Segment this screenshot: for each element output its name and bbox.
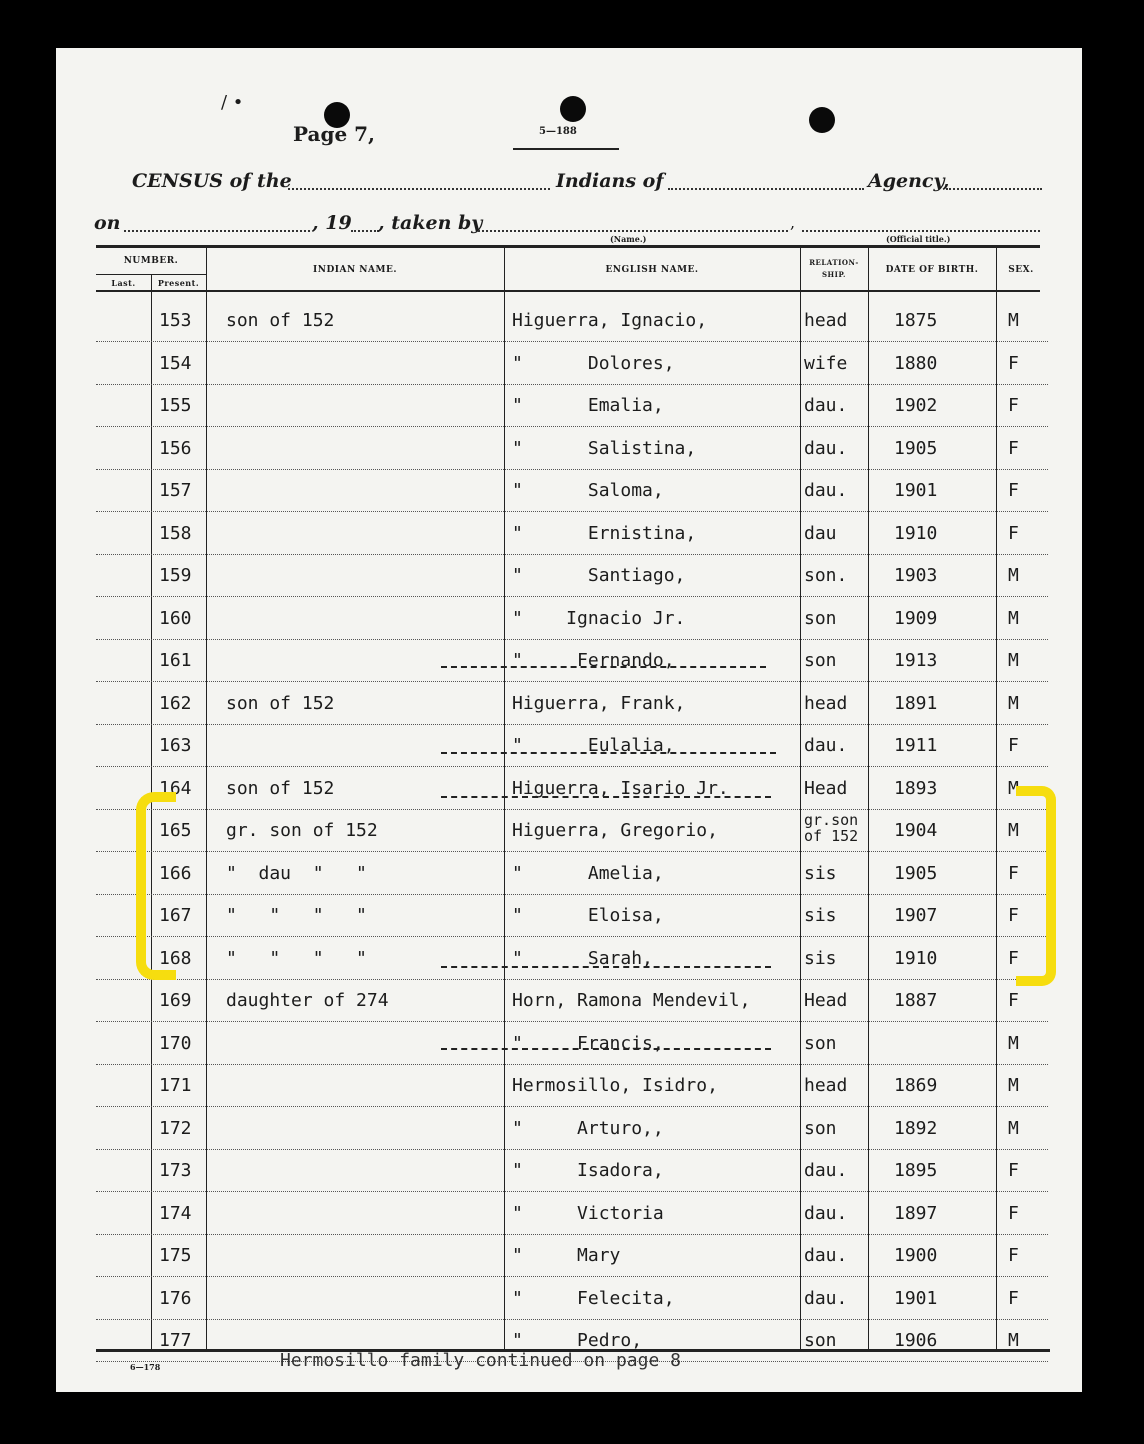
date-of-birth-cell: 1880 (894, 352, 938, 374)
relationship-cell: dau. (804, 735, 848, 756)
tribe-field (288, 188, 550, 190)
date-of-birth-cell: 1906 (894, 1330, 938, 1351)
sex-cell: M (1008, 820, 1019, 841)
col-number: NUMBER. (123, 256, 179, 266)
page-mark: / • (221, 92, 244, 113)
indian-name-cell: gr. son of 152 (226, 820, 378, 841)
table-row (56, 938, 1082, 981)
table-row (56, 810, 1082, 853)
table-header-rule (96, 290, 1040, 292)
punch-hole (809, 107, 835, 133)
comma: , (790, 213, 796, 232)
sex-cell: F (1008, 480, 1019, 501)
relationship-cell: wife (804, 352, 848, 374)
english-name-cell: " Fernando, (512, 650, 675, 671)
relationship-cell: sis (804, 905, 837, 926)
sex-cell: F (1008, 522, 1019, 544)
date-of-birth-cell: 1897 (894, 1202, 938, 1224)
date-of-birth-cell: 1905 (894, 437, 938, 459)
sex-cell: F (1008, 735, 1019, 756)
relationship-cell: sis (804, 862, 837, 884)
sex-cell: F (1008, 990, 1019, 1011)
table-row (56, 980, 1082, 1023)
table-top-rule (96, 245, 1040, 248)
table-row (56, 1023, 1082, 1066)
relationship-cell: head (804, 692, 848, 714)
official-title-caption: (Official title.) (886, 234, 951, 244)
table-row (56, 470, 1082, 513)
relationship-cell: head (804, 1075, 848, 1096)
english-name-cell: " Emalia, (512, 395, 664, 416)
relationship-cell: Head (804, 777, 848, 799)
relationship-cell: son (804, 607, 837, 629)
date-of-birth-cell: 1904 (894, 820, 938, 841)
table-row (56, 513, 1082, 556)
english-name-cell: Higuerra, Gregorio, (512, 820, 718, 841)
date-of-birth-cell: 1892 (894, 1117, 938, 1139)
highlight-bracket-right (1016, 786, 1056, 986)
indian-name-cell: son of 152 (226, 310, 335, 331)
col-sex: SEX. (1008, 265, 1034, 275)
relationship-cell: head (804, 310, 848, 331)
date-of-birth-cell: 1910 (894, 522, 938, 544)
row-number: 163 (159, 735, 192, 756)
form-code: 5—188 (539, 126, 577, 137)
english-name-cell: Horn, Ramona Mendevil, (512, 990, 751, 1011)
indian-name-cell: son of 152 (226, 692, 335, 714)
sex-cell: F (1008, 1245, 1019, 1266)
english-name-cell: " Sarah, (512, 947, 653, 969)
relationship-cell: dau. (804, 395, 848, 416)
date-of-birth-cell: 1913 (894, 650, 938, 671)
indian-name-cell: " " " " (226, 947, 367, 969)
sex-cell: F (1008, 352, 1019, 374)
row-number: 167 (159, 905, 192, 926)
table-row (56, 343, 1082, 386)
relationship-cell: son (804, 1330, 837, 1351)
relationship-cell: dau (804, 522, 837, 544)
row-number: 172 (159, 1117, 192, 1139)
date-of-birth-cell: 1900 (894, 1245, 938, 1266)
family-separator (441, 666, 766, 668)
date-of-birth-cell: 1895 (894, 1160, 938, 1181)
row-number: 173 (159, 1160, 192, 1181)
date-of-birth-cell: 1911 (894, 735, 938, 756)
relationship-cell: dau. (804, 480, 848, 501)
relationship-cell: son (804, 650, 837, 671)
family-separator (441, 966, 771, 968)
sex-cell: F (1008, 862, 1019, 884)
table-row (56, 895, 1082, 938)
row-number: 174 (159, 1202, 192, 1224)
census-page (56, 48, 1082, 1392)
row-number: 156 (159, 437, 192, 459)
english-name-cell: Higuerra, Ignacio, (512, 310, 708, 331)
english-name-cell: Higuerra, Isario Jr. (512, 777, 729, 799)
sex-cell: M (1008, 1330, 1019, 1351)
family-separator (441, 1048, 771, 1050)
indian-name-cell: " dau " " (226, 862, 367, 884)
row-number: 159 (159, 565, 192, 586)
sex-cell: M (1008, 650, 1019, 671)
english-name-cell: " Mary (512, 1245, 621, 1266)
table-row (56, 853, 1082, 896)
footer-note: Hermosillo family continued on page 8 (280, 1350, 681, 1371)
english-name-cell: " Francis, (512, 1032, 664, 1054)
taken-by-label: , taken by (378, 212, 483, 234)
table-row (56, 683, 1082, 726)
official-title-field (802, 230, 1040, 232)
date-of-birth-cell: 1869 (894, 1075, 938, 1096)
relationship-cell: dau. (804, 1160, 848, 1181)
name-caption: (Name.) (610, 234, 647, 244)
agency-label: Agency, (868, 170, 950, 192)
date-of-birth-cell: 1902 (894, 395, 938, 416)
sex-cell: F (1008, 1202, 1019, 1224)
col-english-name: ENGLISH NAME. (605, 265, 699, 275)
sex-cell: M (1008, 692, 1019, 714)
english-name-cell: Hermosillo, Isidro, (512, 1075, 718, 1096)
relationship-cell: dau. (804, 437, 848, 459)
table-row (56, 300, 1082, 343)
sex-cell: F (1008, 1287, 1019, 1309)
col-present: Present. (157, 278, 200, 288)
sex-cell: F (1008, 947, 1019, 969)
col-date-of-birth: DATE OF BIRTH. (885, 265, 979, 275)
date-of-birth-cell: 1910 (894, 947, 938, 969)
form-code-underline (513, 148, 619, 150)
row-number: 165 (159, 820, 192, 841)
table-row (56, 1108, 1082, 1151)
relationship-cell: dau. (804, 1202, 848, 1224)
date-of-birth-cell: 1901 (894, 480, 938, 501)
relationship-cell: son (804, 1117, 837, 1139)
table-row (56, 725, 1082, 768)
indian-name-cell: daughter of 274 (226, 990, 389, 1011)
highlight-bracket-left (136, 792, 176, 980)
table-row (56, 1150, 1082, 1193)
row-number: 153 (159, 310, 192, 331)
agency-field (668, 188, 864, 190)
date-of-birth-cell: 1905 (894, 862, 938, 884)
sex-cell: M (1008, 777, 1019, 799)
sex-cell: M (1008, 310, 1019, 331)
english-name-cell: " Salistina, (512, 437, 697, 459)
english-name-cell: " Santiago, (512, 565, 686, 586)
row-number: 177 (159, 1330, 192, 1351)
agency-trailing-field (946, 188, 1042, 190)
relationship-cell: gr.son of 152 (804, 811, 859, 845)
row-number: 164 (159, 777, 192, 799)
english-name-cell: " Isadora, (512, 1160, 664, 1181)
table-row (56, 640, 1082, 683)
table-row (56, 768, 1082, 811)
indian-name-cell: son of 152 (226, 777, 335, 799)
relationship-cell: sis (804, 947, 837, 969)
date-of-birth-cell: 1909 (894, 607, 938, 629)
table-row (56, 1193, 1082, 1236)
row-number: 161 (159, 650, 192, 671)
english-name-cell: " Eulalia, (512, 735, 675, 756)
date-of-birth-cell: 1875 (894, 310, 938, 331)
row-number: 171 (159, 1075, 192, 1096)
english-name-cell: " Dolores, (512, 352, 675, 374)
sex-cell: M (1008, 607, 1019, 629)
name-field (478, 230, 788, 232)
english-name-cell: " Arturo,, (512, 1117, 664, 1139)
footer-form-code: 6—178 (130, 1362, 161, 1372)
indians-of-label: Indians of (556, 170, 664, 192)
col-last: Last. (111, 278, 136, 288)
english-name-cell: " Pedro, (512, 1330, 643, 1351)
on-label: on (94, 212, 121, 234)
year-label: , 19 (312, 212, 352, 234)
census-of-the-label: CENSUS of the (132, 170, 292, 192)
sex-cell: M (1008, 565, 1019, 586)
relationship-cell: Head (804, 990, 848, 1011)
year-field (351, 230, 379, 232)
english-name-cell: " Ernistina, (512, 522, 697, 544)
relationship-cell: son (804, 1032, 837, 1054)
relationship-cell: dau. (804, 1245, 848, 1266)
date-of-birth-cell: 1893 (894, 777, 938, 799)
date-of-birth-cell: 1887 (894, 990, 938, 1011)
sex-cell: F (1008, 905, 1019, 926)
english-name-cell: " Felecita, (512, 1287, 675, 1309)
indian-name-cell: " " " " (226, 905, 367, 926)
relationship-cell: son. (804, 565, 848, 586)
table-row (56, 1235, 1082, 1278)
english-name-cell: " Ignacio Jr. (512, 607, 686, 629)
row-number: 176 (159, 1287, 192, 1309)
row-number: 175 (159, 1245, 192, 1266)
family-separator (441, 752, 776, 754)
date-of-birth-cell: 1891 (894, 692, 938, 714)
table-row (56, 555, 1082, 598)
page-label: Page 7, (293, 122, 376, 146)
relationship-cell: dau. (804, 1287, 848, 1309)
row-number: 155 (159, 395, 192, 416)
table-row (56, 385, 1082, 428)
family-separator (441, 796, 771, 798)
col-relationship-1: RELATION- (809, 258, 859, 267)
sex-cell: M (1008, 1117, 1019, 1139)
row-number: 166 (159, 862, 192, 884)
row-number: 160 (159, 607, 192, 629)
english-name-cell: " Amelia, (512, 862, 664, 884)
row-number: 157 (159, 480, 192, 501)
row-number: 158 (159, 522, 192, 544)
row-number: 170 (159, 1032, 192, 1054)
table-row (56, 428, 1082, 471)
english-name-cell: " Victoria (512, 1202, 664, 1224)
table-row (56, 1278, 1082, 1321)
row-number: 169 (159, 990, 192, 1011)
date-field (124, 230, 310, 232)
table-row (56, 1065, 1082, 1108)
date-of-birth-cell: 1903 (894, 565, 938, 586)
english-name-cell: " Eloisa, (512, 905, 664, 926)
row-number: 154 (159, 352, 192, 374)
english-name-cell: Higuerra, Frank, (512, 692, 686, 714)
sex-cell: F (1008, 395, 1019, 416)
sex-cell: F (1008, 1160, 1019, 1181)
table-row (56, 598, 1082, 641)
sex-cell: M (1008, 1075, 1019, 1096)
row-number: 168 (159, 947, 192, 969)
col-indian-name: INDIAN NAME. (313, 265, 397, 275)
english-name-cell: " Saloma, (512, 480, 664, 501)
date-of-birth-cell: 1901 (894, 1287, 938, 1309)
sex-cell: F (1008, 437, 1019, 459)
date-of-birth-cell: 1907 (894, 905, 938, 926)
sex-cell: M (1008, 1032, 1019, 1054)
col-relationship-2: SHIP. (822, 270, 846, 279)
row-number: 162 (159, 692, 192, 714)
punch-hole (560, 96, 586, 122)
